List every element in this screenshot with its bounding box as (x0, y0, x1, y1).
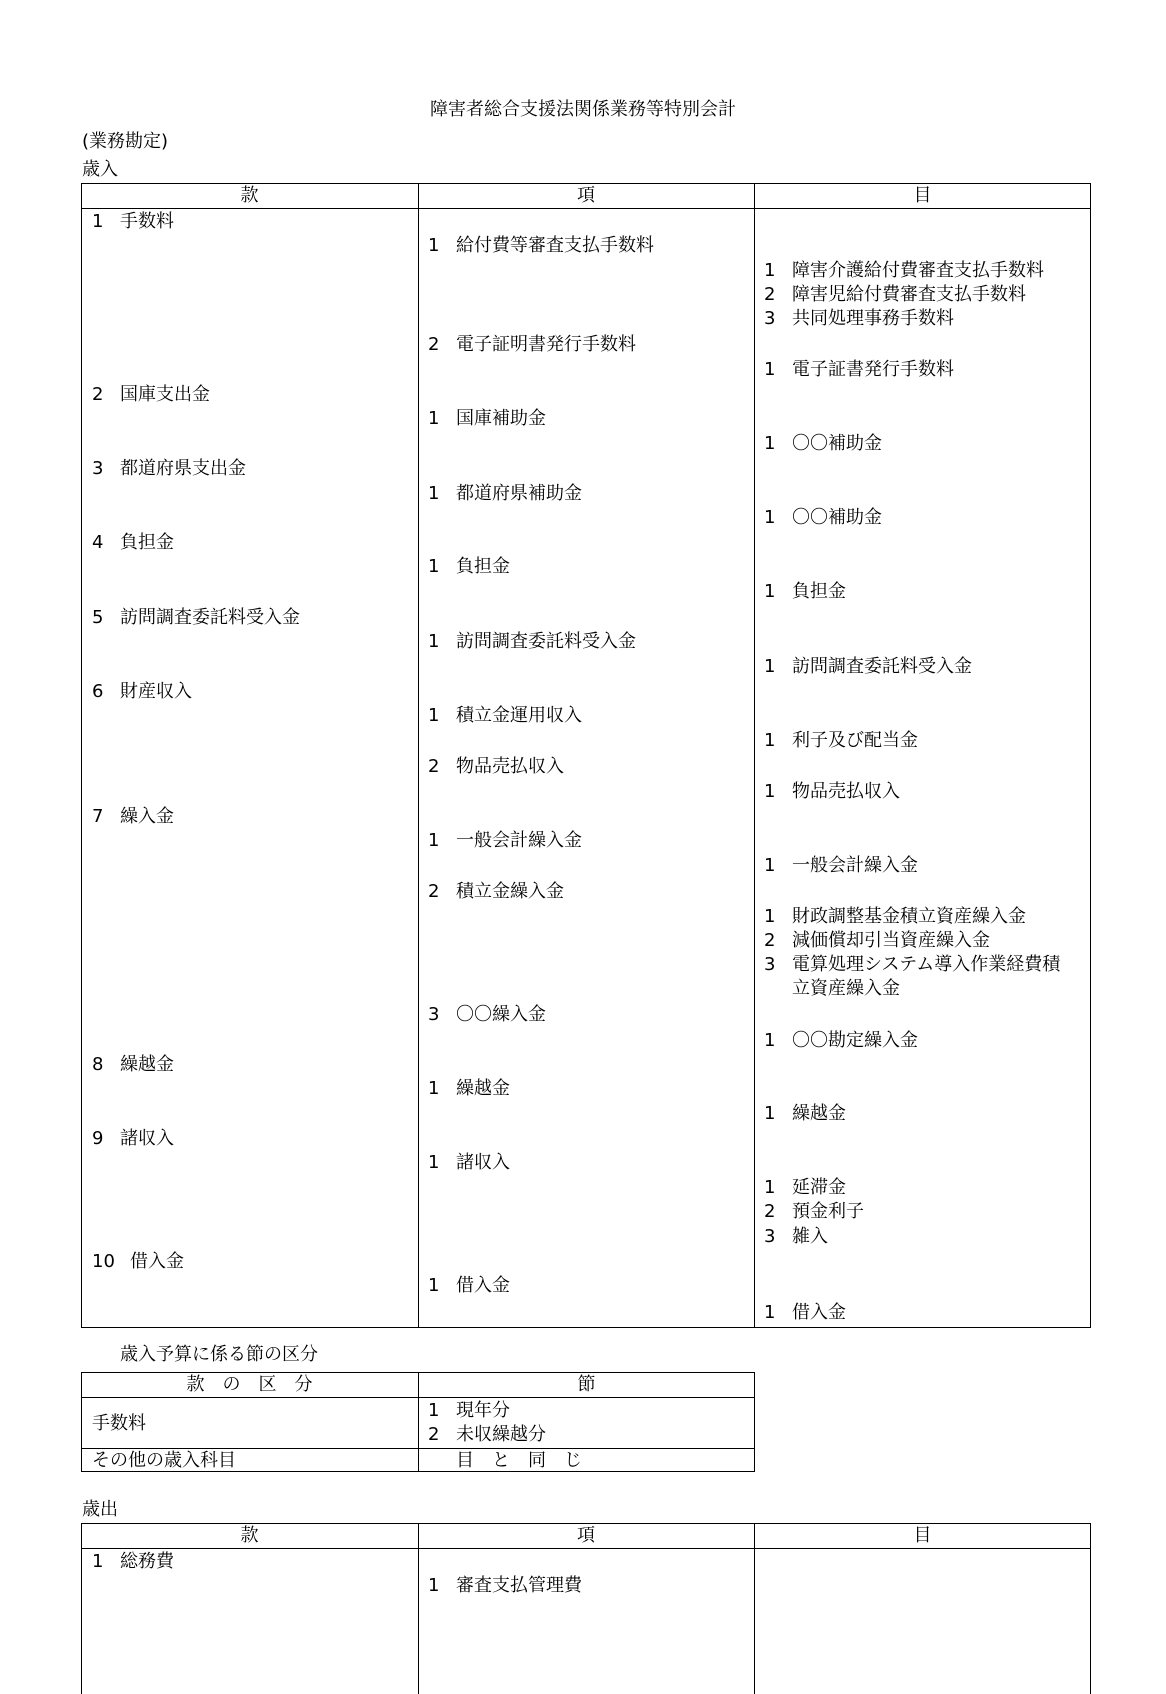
expenditure-right-border (1090, 1523, 1091, 1694)
header-moku: 目 (913, 185, 932, 206)
kou-item: 1 給付費等審査支払手数料 (428, 235, 654, 256)
account-label: (業務勘定) (82, 131, 169, 152)
moku-item: 1 負担金 (764, 581, 846, 602)
kou-item: 1 積立金運用収入 (428, 705, 582, 726)
kou-item: 1 負担金 (428, 556, 510, 577)
setsu-item: 1 現年分 (428, 1400, 510, 1421)
kan-item: 3 都道府県支出金 (92, 458, 246, 479)
moku-item: 1 〇〇補助金 (764, 507, 882, 528)
expenditure-left-border (81, 1523, 82, 1694)
moku-item: 1 延滞金 (764, 1177, 846, 1198)
moku-item: 1 〇〇補助金 (764, 433, 882, 454)
revenue-col-divider-2 (754, 183, 755, 1328)
setsu-item: 目 と 同 じ (456, 1450, 582, 1471)
exp-kou-item: 1 審査支払管理費 (428, 1575, 582, 1596)
moku-item: 1 一般会計繰入金 (764, 855, 918, 876)
setsu-kubun-cell: その他の歳入科目 (92, 1450, 236, 1471)
setsu-heading: 歳入予算に係る節の区分 (120, 1344, 318, 1365)
kou-item: 1 訪問調査委託料受入金 (428, 631, 636, 652)
revenue-heading: 歳入 (82, 159, 118, 180)
kou-item: 1 繰越金 (428, 1078, 510, 1099)
header-kan: 款 (240, 185, 259, 206)
setsu-kubun-cell: 手数料 (92, 1413, 146, 1434)
moku-item: 1 電子証書発行手数料 (764, 359, 954, 380)
kan-item: 8 繰越金 (92, 1054, 174, 1075)
moku-item: 1 障害介護給付費審査支払手数料 (764, 260, 1044, 281)
moku-item: 1 借入金 (764, 1302, 846, 1323)
kan-item: 4 負担金 (92, 532, 174, 553)
kan-item: 10 借入金 (92, 1251, 184, 1272)
kou-item: 2 物品売払収入 (428, 756, 564, 777)
moku-item: 2 障害児給付費審査支払手数料 (764, 284, 1026, 305)
expenditure-col-divider-1 (418, 1523, 419, 1694)
expenditure-col-divider-2 (754, 1523, 755, 1694)
expenditure-heading: 歳出 (82, 1499, 118, 1520)
document-title: 障害者総合支援法関係業務等特別会計 (430, 99, 736, 120)
moku-item: 1 〇〇勘定繰入金 (764, 1030, 918, 1051)
moku-item: 3 雑入 (764, 1226, 828, 1247)
setsu-header-divider (81, 1397, 755, 1398)
exp-kan-item: 1 総務費 (92, 1551, 174, 1572)
moku-item: 1 利子及び配当金 (764, 730, 918, 751)
kou-item: 1 国庫補助金 (428, 408, 546, 429)
moku-item: 3 共同処理事務手数料 (764, 308, 954, 329)
moku-item: 3 電算処理システム導入作業経費積 (764, 954, 1061, 975)
exp-header-moku: 目 (913, 1525, 932, 1546)
moku-item: 1 訪問調査委託料受入金 (764, 656, 972, 677)
moku-item: 1 財政調整基金積立資産繰入金 (764, 906, 1026, 927)
setsu-header-setsu: 節 (577, 1374, 596, 1395)
kou-item: 1 都道府県補助金 (428, 483, 582, 504)
kou-item: 1 諸収入 (428, 1152, 510, 1173)
kan-item: 1 手数料 (92, 211, 174, 232)
revenue-col-divider-1 (418, 183, 419, 1328)
header-kou: 項 (577, 185, 595, 206)
moku-item: 2 預金利子 (764, 1201, 864, 1222)
moku-item: 2 減価償却引当資産繰入金 (764, 930, 990, 951)
exp-header-kan: 款 (240, 1525, 259, 1546)
kou-item: 2 積立金繰入金 (428, 881, 564, 902)
setsu-header-kubun: 款 の 区 分 (186, 1374, 313, 1395)
kan-item: 9 諸収入 (92, 1128, 174, 1149)
kou-item: 1 一般会計繰入金 (428, 830, 582, 851)
moku-item: 1 繰越金 (764, 1103, 846, 1124)
kan-item: 5 訪問調査委託料受入金 (92, 607, 300, 628)
kou-item: 3 〇〇繰入金 (428, 1004, 546, 1025)
moku-item: 立資産繰入金 (792, 978, 900, 999)
kou-item: 2 電子証明書発行手数料 (428, 334, 636, 355)
kan-item: 2 国庫支出金 (92, 384, 210, 405)
moku-item: 1 物品売払収入 (764, 781, 900, 802)
revenue-header-divider (81, 208, 1091, 209)
setsu-item: 2 未収繰越分 (428, 1424, 546, 1445)
exp-header-kou: 項 (577, 1525, 595, 1546)
kou-item: 1 借入金 (428, 1275, 510, 1296)
expenditure-header-divider (81, 1548, 1091, 1549)
kan-item: 6 財産収入 (92, 681, 192, 702)
kan-item: 7 繰入金 (92, 806, 174, 827)
